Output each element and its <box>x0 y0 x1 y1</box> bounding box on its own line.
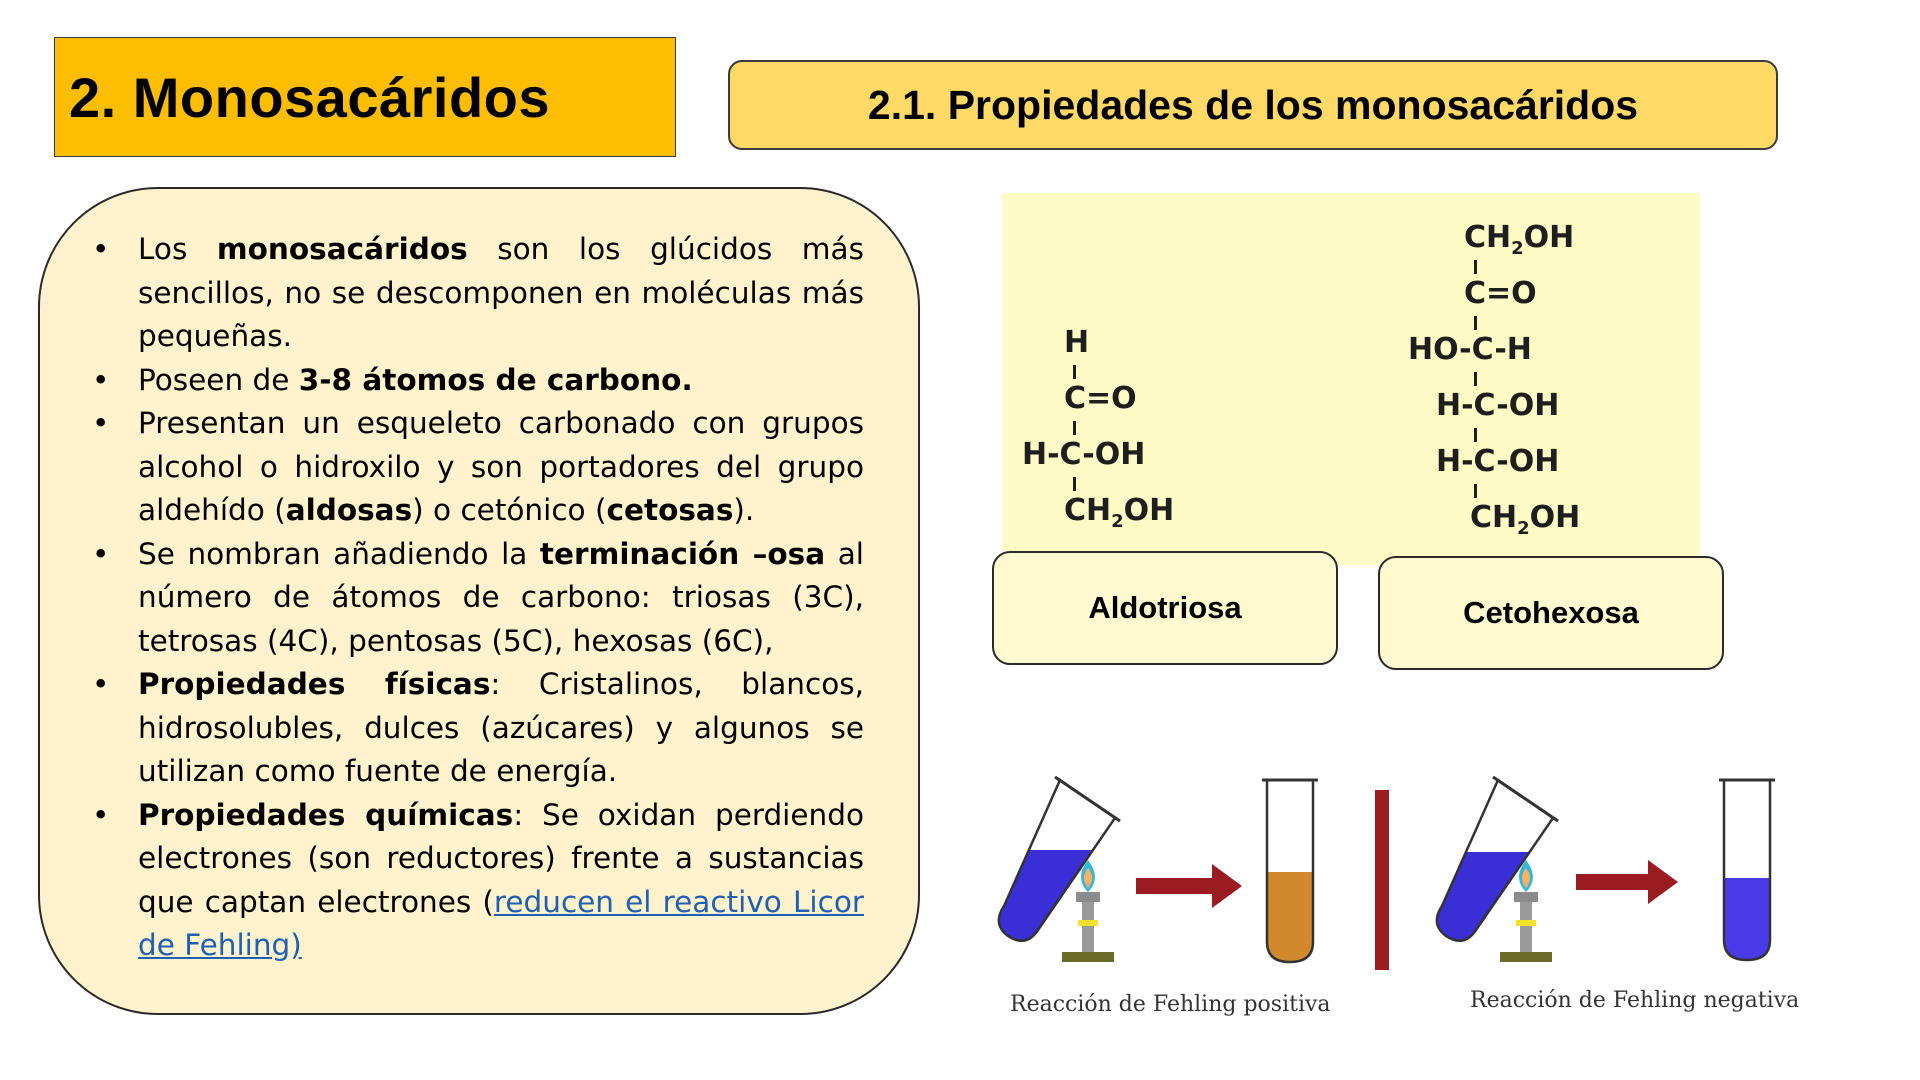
heated-tube-negative <box>1428 777 1558 960</box>
bullet-item <box>92 663 864 794</box>
bold-text: monosacáridos <box>216 232 468 266</box>
bond-line <box>1474 484 1477 498</box>
fehling-positive-label: Reacción de Fehling positiva <box>1010 992 1331 1017</box>
main-title-text: 2. Monosacáridos <box>69 65 551 129</box>
fehling-negative-label: Reacción de Fehling negativa <box>1470 988 1800 1013</box>
section-title-text: 2.1. Propiedades de los monosacáridos <box>867 81 1639 128</box>
section-title <box>728 60 1778 150</box>
bond-line <box>1073 365 1076 379</box>
bond-line <box>1474 260 1477 274</box>
arrow-icon <box>1136 864 1242 908</box>
bold-text: Propiedades físicas <box>138 667 491 701</box>
bullet-text: Poseen de <box>138 362 299 397</box>
arrow-icon <box>1576 860 1678 904</box>
bullet-text: ). <box>733 493 755 527</box>
bond-line <box>1073 421 1076 435</box>
cetohexosa-label-box <box>1378 556 1724 670</box>
formula-row: H-C-OH <box>1436 444 1560 479</box>
formula-row: $CH_2OH$ <box>1464 220 1575 259</box>
bullet-text: Los <box>138 232 217 266</box>
bullet-text: al número de átomos de carbono: triosas (3C), tetrosas (4C), pentosas (5C), hexosas (6C), <box>138 536 864 658</box>
bold-text: aldosas <box>285 493 413 527</box>
formula-row: C=O <box>1464 276 1537 311</box>
bullet-text: : Se oxidan perdiendo electrones (son reductores) frente a sustancias que captan electrones ( <box>138 797 864 919</box>
bullet-text: : Cristalinos, blancos, hidrosolubles, dulces (azúcares) y algunos se utilizan como fuente de energía. <box>138 667 864 788</box>
bullet-item <box>92 402 864 533</box>
main-title <box>54 37 676 157</box>
bullet-list <box>92 228 864 968</box>
fehling-illustration <box>990 760 1790 990</box>
aldotriosa-label: Aldotriosa <box>1088 590 1242 625</box>
bold-text: cetosas <box>606 493 734 527</box>
bold-text: terminación –osa <box>539 536 826 571</box>
cetohexosa-label: Cetohexosa <box>1463 595 1639 630</box>
formula-row: H-C-OH <box>1022 437 1146 472</box>
bullet-item <box>92 359 864 403</box>
bullet-text: Se nombran añadiendo la <box>138 536 540 571</box>
fehling-link[interactable]: reducen el reactivo Licor de Fehling) <box>138 884 864 962</box>
formula-row: C=O <box>1064 381 1137 416</box>
formula-row: H-C-OH <box>1436 388 1560 423</box>
formula-row: H <box>1064 325 1090 360</box>
bullet-item <box>92 228 864 359</box>
bond-line <box>1073 477 1076 491</box>
bond-line <box>1474 316 1477 330</box>
bullet-item <box>92 533 864 664</box>
bold-text: Propiedades químicas <box>138 797 514 832</box>
bond-line <box>1474 372 1477 386</box>
bullet-text: son los glúcidos más sencillos, no se descomponen en moléculas más pequeñas. <box>138 232 864 353</box>
result-tube-positive <box>1262 780 1318 962</box>
formula-row: $CH_2OH$ <box>1064 493 1175 532</box>
heated-tube-positive <box>990 777 1120 960</box>
bold-text: 3-8 átomos de carbono. <box>298 362 693 397</box>
bullet-item <box>92 794 864 968</box>
bullet-text: ) o cetónico ( <box>412 493 607 527</box>
formula-row: $CH_2OH$ <box>1470 500 1581 539</box>
bullet-text: Presentan un esqueleto carbonado con grupos alcohol o hidroxilo y son portadores del grupo aldehído ( <box>138 406 864 527</box>
aldotriosa-label-box <box>992 551 1338 665</box>
separator-bar <box>1375 790 1389 970</box>
result-tube-negative <box>1719 780 1775 960</box>
formula-row: HO-C-H <box>1408 332 1532 367</box>
bond-line <box>1474 428 1477 442</box>
